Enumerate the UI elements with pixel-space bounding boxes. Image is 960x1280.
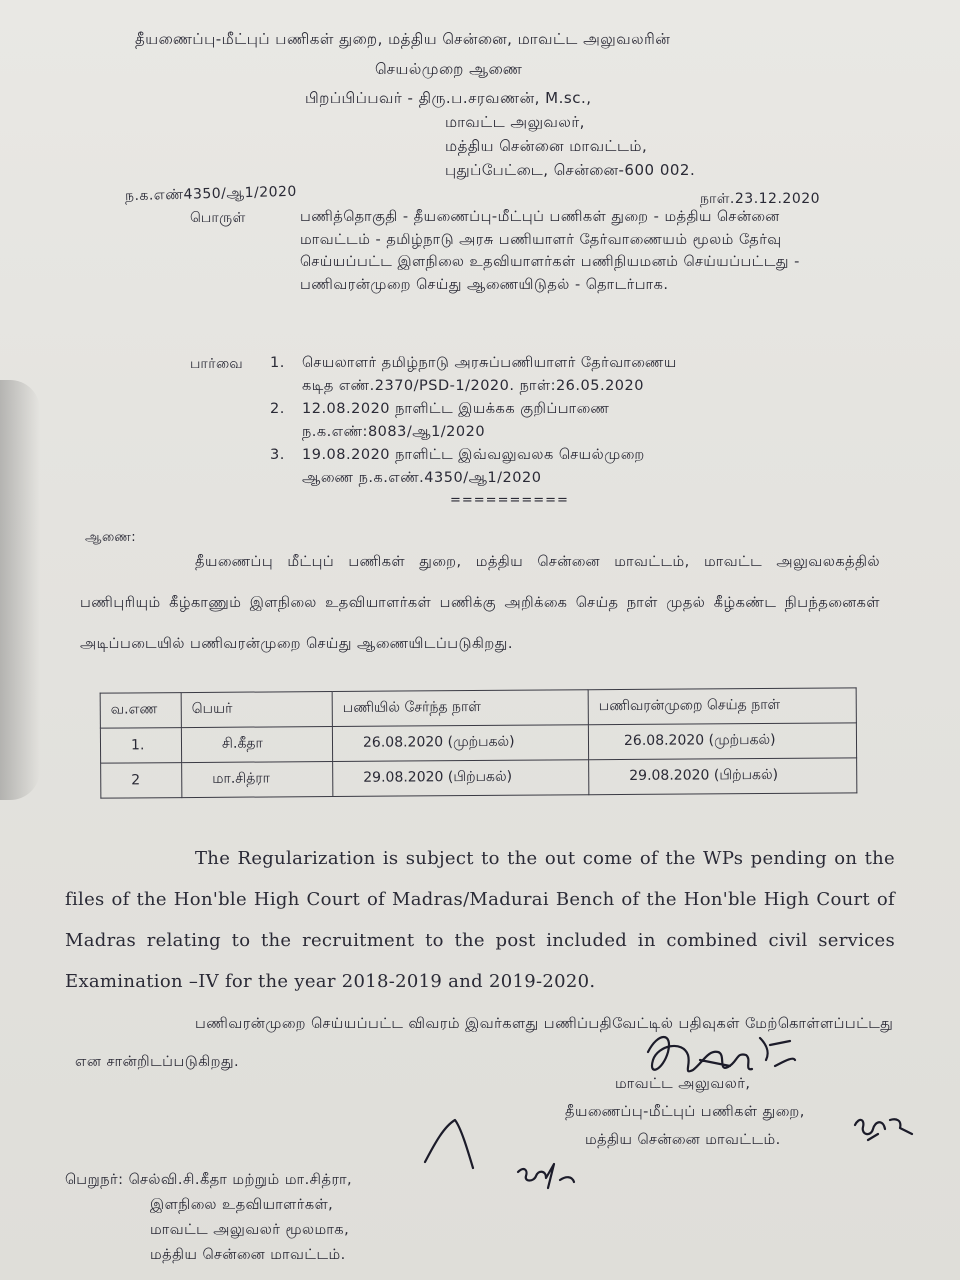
table-cell: சி.கீதா [181, 727, 332, 763]
reference-number-2: 2. [270, 401, 285, 417]
table-header: பணிவரன்முறை செய்த நாள் [588, 688, 856, 725]
table-cell: 2 [101, 763, 182, 799]
date-initial [855, 1119, 912, 1140]
reference-number-1: 1. [270, 355, 285, 371]
officer-signature [648, 1037, 795, 1071]
recipient-line: மத்திய சென்னை மாவட்டம். [150, 1247, 346, 1263]
reference-line: 19.08.2020 நாளிட்ட இவ்வலுவலக செயல்முறை [302, 447, 645, 463]
recipient-line: இளநிலை உதவியாளர்கள், [150, 1197, 334, 1213]
recipient-line: மாவட்ட அலுவலர் மூலமாக, [150, 1222, 350, 1238]
sender-line: மத்திய சென்னை மாவட்டம், [445, 137, 648, 155]
separator-line: ========== [450, 493, 569, 508]
tick-mark [425, 1120, 473, 1168]
reference-number: ந.க.எண்4350/ஆ1/2020 [124, 183, 298, 205]
order-text: தீயணைப்பு மீட்புப் பணிகள் துறை, மத்திய சென்னை மாவட்டம், மாவட்ட அலுவலகத்தில் பணிபுரியும் கீழ்காணும் இளநிலை உதவியாளர்கள் பணிக்கு அறிக்கை செய்த நாள் முதல் கீழ்கண்ட நிபந்தனைகள் அடிப்படையில் பணிவரன்முறை செய்து ஆணையிடப்படுகிறது. [80, 554, 880, 652]
signature-line: தீயணைப்பு-மீட்புப் பணிகள் துறை, [565, 1104, 805, 1120]
table-header: பணியில் சேர்ந்த நாள் [332, 690, 588, 727]
closing-statement: பணிவரன்முறை செய்யப்பட்ட விவரம் இவர்களது பணிப்பதிவேட்டில் பதிவுகள் மேற்கொள்ளப்பட்டது என சான்றிடப்படுகிறது. [75, 1016, 894, 1070]
table-header: வ.எண [100, 693, 181, 729]
reference-line: ஆணை ந.க.எண்.4350/ஆ1/2020 [302, 470, 542, 486]
sender-line: பிறப்பிப்பவர் - திரு.ப.சரவணன், M.sc., [305, 89, 592, 107]
references-label: பார்வை [190, 356, 244, 372]
reference-line: கடித எண்.2370/PSD-1/2020. நாள்:26.05.2020 [302, 378, 644, 394]
table-cell: 1. [100, 728, 181, 764]
recipient-line: பெறுநர்: செல்வி.சி.கீதா மற்றும் மா.சித்ரா, [65, 1172, 353, 1188]
sender-line: மாவட்ட அலுவலர், [445, 113, 585, 131]
reference-number-3: 3. [270, 447, 285, 463]
table-cell: 26.08.2020 (முற்பகல்) [588, 723, 856, 760]
reference-line: 12.08.2020 நாளிட்ட இயக்கக குறிப்பாணை [302, 401, 610, 417]
order-label: ஆணை: [85, 530, 137, 545]
subject-label: பொருள் [190, 210, 246, 226]
document-date: நாள்.23.12.2020 [700, 191, 821, 207]
table-cell: 29.08.2020 (பிற்பகல்) [333, 760, 589, 797]
subject-text: பணித்தொகுதி - தீயணைப்பு-மீட்புப் பணிகள் துறை - மத்திய சென்னை மாவட்டம் - தமிழ்நாடு அரசு பணியாளர் தேர்வாணையம் மூலம் தேர்வு செய்யப்பட்ட இளநிலை உதவியாளர்கள் பணிநியமனம் செய்யப்பட்டது - பணிவரன்முறை செய்து ஆணையிடுதல் - தொடர்பாக. [300, 209, 800, 293]
table-cell: 26.08.2020 (முற்பகல்) [332, 725, 588, 762]
signature-line: மத்திய சென்னை மாவட்டம். [585, 1132, 781, 1148]
signature-line: மாவட்ட அலுவலர், [615, 1076, 751, 1092]
reference-line: ந.க.எண்:8083/ஆ1/2020 [302, 424, 486, 440]
sender-line: புதுப்பேட்டை, சென்னை-600 002. [445, 161, 696, 179]
table-cell: 29.08.2020 (பிற்பகல்) [589, 758, 857, 795]
small-initial [518, 1164, 574, 1188]
document-header-subtitle: செயல்முறை ஆணை [375, 60, 523, 78]
document-header-title: தீயணைப்பு-மீட்புப் பணிகள் துறை, மத்திய சென்னை, மாவட்ட அலுவலரின் [135, 30, 671, 48]
table-header: பெயர் [181, 692, 332, 728]
english-condition-paragraph: The Regularization is subject to the out come of the WPs pending on the files of the Hon'ble High Court of Madras/Madurai Bench of the Hon'ble High Court of Madras relating to the recruitment to the post included in combined civil services Examination –IV for the year 2018-2019 and 2019-2020. [65, 848, 895, 992]
table-cell: மா.சித்ரா [182, 762, 333, 798]
reference-line: செயலாளர் தமிழ்நாடு அரசுப்பணியாளர் தேர்வாணைய [302, 355, 677, 371]
